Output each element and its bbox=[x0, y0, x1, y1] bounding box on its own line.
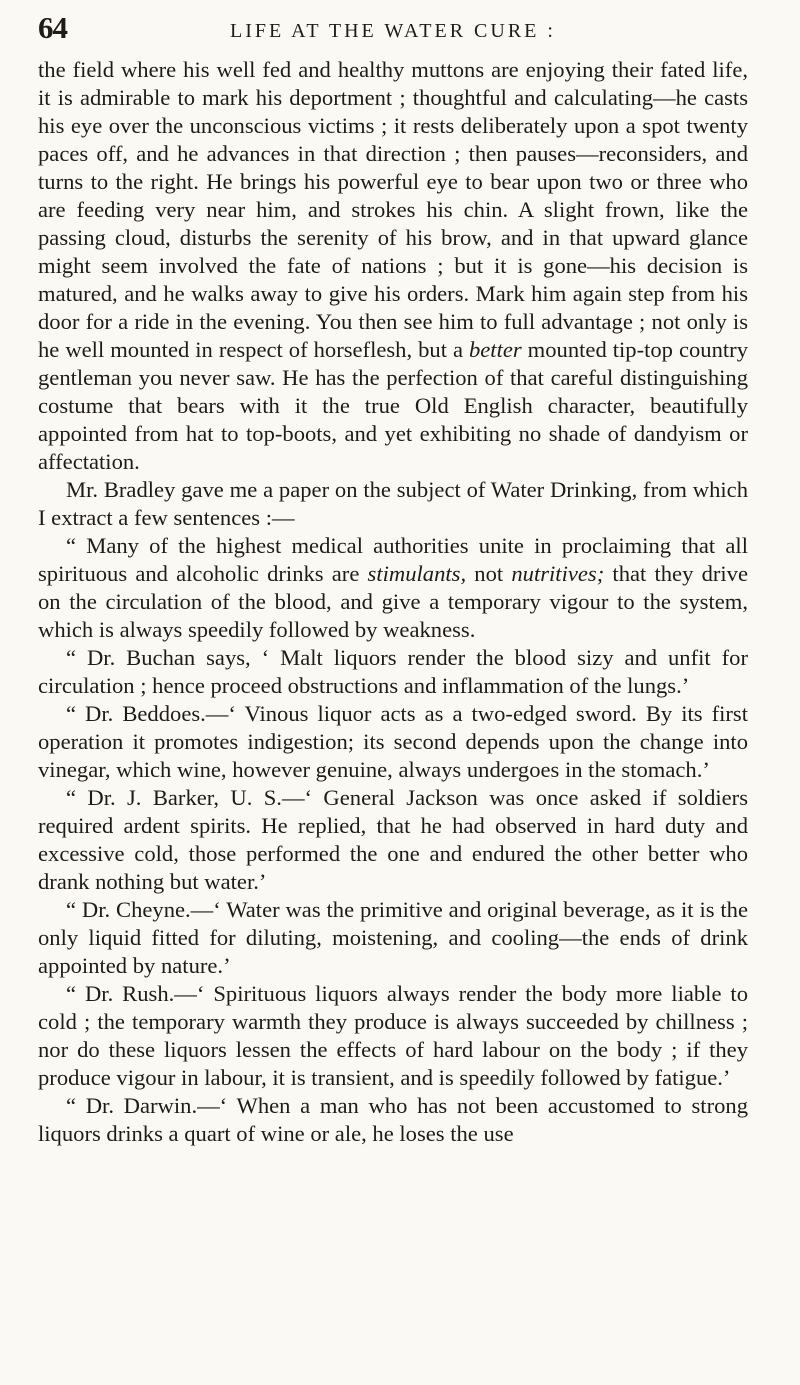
paragraph-buchan: “ Dr. Buchan says, ‘ Malt liquors render the blood sizy and unfit for circulation ; hence proceed obstructions and inflammation of the lungs.’ bbox=[38, 645, 748, 698]
paragraph-beddoes: “ Dr. Beddoes.—‘ Vinous liquor acts as a two-edged sword. By its first operation it promotes indigestion; its second depends upon the change into vinegar, which wine, however genuine, always undergoes in the stomach.’ bbox=[38, 701, 748, 782]
emphasis-better: better bbox=[468, 337, 522, 362]
running-head: LIFE AT THE WATER CURE : bbox=[230, 20, 556, 42]
paragraph-rush: “ Dr. Rush.—‘ Spirituous liquors always render the body more liable to cold ; the temporary warmth they produce is always succeeded by chillness ; nor do these liquors lessen the effects of hard labour on the body ; if they produce vigour in labour, it is transient, and is speedily followed by fatigue.’ bbox=[38, 981, 748, 1090]
emphasis-nutritives: nutritives; bbox=[511, 561, 605, 586]
emphasis-stimulants: stimulants, bbox=[367, 561, 467, 586]
paragraph-barker: “ Dr. J. Barker, U. S.—‘ General Jackson was once asked if soldiers required ardent spirits. He replied, that he had observed in hard duty and excessive cold, those performed the one and endured the other better who drank nothing but water.’ bbox=[38, 785, 748, 894]
paragraph-cheyne: “ Dr. Cheyne.—‘ Water was the primitive and original beverage, as it is the only liquid fitted for diluting, moistening, and cooling—the ends of drink appointed by nature.’ bbox=[38, 897, 748, 978]
body-text bbox=[38, 56, 748, 1148]
paragraph-darwin: “ Dr. Darwin.—‘ When a man who has not been accustomed to strong liquors drinks a quart of wine or ale, he loses the use bbox=[38, 1093, 748, 1146]
paragraph-1: the field where his well fed and healthy muttons are enjoying their fated life, it is admirable to mark his deportment ; thoughtful and calculating—he casts his eye over the unconscious victims ; it rests deliberately upon a spot twenty paces off, and he advances in that direction ; then pauses—reconsiders, and turns to the right. He brings his powerful eye to bear upon two or three who are feeding very near him, and strokes his chin. A slight frown, like the passing cloud, disturbs the serenity of his brow, and in that upward glance might seem involved the fate of nations ; but it is gone—his decision is matured, and he walks away to give his orders. Mark him again step from his door for a ride in the evening. You then see him to full advantage ; not only is he well mounted in respect of horseflesh, but a better mounted tip-top country gentleman you never saw. He has the perfection of that careful distinguishing costume that bears with it the true Old English character, beautifully appointed from hat to top-boots, and yet exhibiting no shade of dandyism or affectation. bbox=[38, 57, 748, 474]
paragraph-3: “ Many of the highest medical authorities unite in proclaiming that all spirituous and alcoholic drinks are stimulants, not nutritives; that they drive on the circulation of the blood, and give a temporary vigour to the system, which is always speedily followed by weakness. bbox=[38, 533, 748, 642]
paragraph-2: Mr. Bradley gave me a paper on the subject of Water Drinking, from which I extract a few sentences :— bbox=[38, 477, 748, 530]
page-number: 64 bbox=[38, 10, 67, 45]
page-header bbox=[38, 0, 748, 56]
